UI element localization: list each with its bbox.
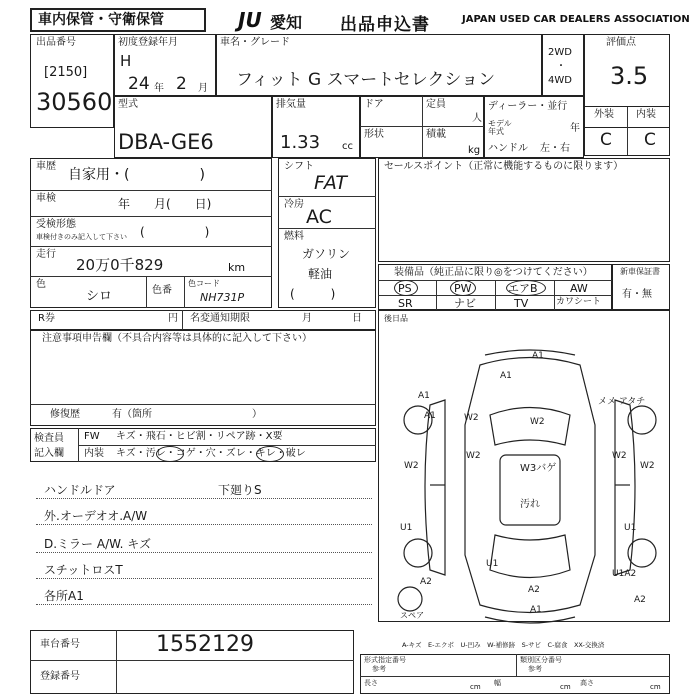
equipment-label: 装備品（純正品に限り◎をつけてください） [394,267,593,278]
color-code: NH731P [200,291,245,304]
damage-mark: A2 [528,585,540,595]
warranty-value: 有・無 [622,289,652,300]
interior-tag: 内装 [84,448,104,459]
warranty-label: 新車保証書 [620,267,660,276]
lot-number: 30560 [36,88,113,116]
interior-label: 内装 [636,109,656,120]
registration-label: 初度登録年月 [118,37,178,48]
cert-label: 形式指定番号 [364,656,406,664]
equip-sr: SR [398,297,413,310]
sales-point-box [378,158,670,262]
damage-mark: W2 [530,417,545,427]
comment-line-5: 各所A1 [44,589,84,603]
inspector-label-1: 検査員 [34,433,64,444]
inside-note: 汚れ [520,499,540,510]
chassis-label: 車台番号 [40,639,80,650]
width-label: 幅 [494,679,501,687]
fuel-gasoline: ガソリン [302,247,351,261]
equip-pw: PW [454,282,472,295]
circle-mark [450,280,476,296]
form-title: 出品申込書 [340,15,430,35]
damage-mark: A1 [532,351,544,361]
ukenkei-note: 車検付きのみ記入して下さい [36,233,127,241]
circle-mark [394,280,418,296]
class-ref: 参考 [528,665,542,673]
damage-mark: U1 [624,523,637,533]
displacement-label: 排気量 [276,99,306,110]
cert-ref: 参考 [372,665,386,673]
damage-mark: W2 [466,451,481,461]
notes-label: 注意事項申告欄（不具合内容等は具体的に記入して下さい） [42,333,312,344]
damage-mark: A2 [420,577,432,587]
shaken-label: 車検 [36,193,56,204]
inspector-label-2: 記入欄 [34,448,64,459]
damage-mark: W2 [612,451,627,461]
recycle-unit: 円 [168,313,178,324]
sales-point-label: セールスポイント（正常に機能するものに限ります） [384,161,624,172]
association-english: JAPAN USED CAR DEALERS ASSOCIATION [462,14,690,25]
damage-mark: A2 [634,595,646,605]
dealer-label: ディーラー・並行 [488,101,568,112]
exterior-grade: C [600,130,612,150]
shape-label: 形状 [364,129,384,140]
ukenkei-label: 受検形態 [36,219,76,230]
mileage-unit: km [228,261,246,274]
mileage-value: 20万0千829 [76,256,164,274]
comment-line-2: 外.オーデオオ.A/W [44,509,148,523]
model-year-unit: 年 [570,123,580,134]
reg-number-label: 登録番号 [40,671,80,682]
color-value: シロ [86,289,113,304]
registration-year-unit: 年 [154,83,164,94]
displacement-value: 1.33 [280,132,321,153]
capacity-unit: 人 [472,113,482,124]
ukenkei-value: ( ) [140,225,210,239]
damage-mark: U1A2 [612,569,637,579]
drive-2wd: 2WD [548,47,572,58]
door-label: ドア [364,99,384,110]
equip-ps: PS [398,282,412,295]
comment-line-4: スチットロスT [44,563,123,577]
exterior-label: 外装 [594,109,614,120]
grade-sub-cell [584,106,670,156]
drive-dot: ・ [556,61,566,72]
model-value: DBA-GE6 [118,130,214,154]
lot-small-number: [2150] [44,65,88,80]
repair-value: 有（箇所 ） [112,409,262,420]
capacity-label: 定員 [426,99,446,110]
interior-grade: C [644,130,656,150]
fuel-label: 燃料 [284,231,304,242]
circle-mark [506,280,546,296]
damage-mark: U1 [400,523,413,533]
load-label: 積載 [426,129,446,140]
history-label: 車歴 [36,161,56,172]
damage-legend: A-キズ E-エクボ U-凹み W-補修跡 S-サビ C-腐食 XX-交換済 [402,641,605,649]
registration-year: 24 [128,74,150,94]
width-unit: cm [560,683,571,691]
handle-value: 左・右 [540,143,570,154]
handle-label: ハンドル [488,143,528,154]
mileage-label: 走行 [36,249,56,260]
damage-mark: W2 [404,461,419,471]
length-label: 長さ [364,679,378,687]
equip-airbag: エアB [508,282,538,295]
circle-mark [256,446,284,462]
spare-label: スペア [400,611,424,620]
fuel-other: ( ) [290,287,336,301]
shift-value: FAT [314,172,348,194]
color-label: 色 [36,279,46,290]
history-value: 自家用・( ) [68,167,205,183]
model-label: 型式 [118,99,138,110]
length-unit: cm [470,683,481,691]
class-label: 類別区分番号 [520,656,562,664]
damage-mark: A1 [418,391,430,401]
under-note: 下廻りS [218,483,262,497]
displacement-unit: cc [342,141,353,152]
grade-label: 評価点 [606,37,636,48]
comment-line-1: ハンドルドア [44,483,116,497]
rear-items-label: 後日品 [384,314,408,323]
damage-mark: A1 [530,605,542,615]
cooler-label: 冷房 [284,199,304,210]
cert-box [360,654,670,694]
storage-label: 車内保管・守衛保管 [38,12,164,28]
equip-leather: カワシート [556,297,602,307]
interior-text: キズ・汚レ・コゲ・穴・ズレ・キレ・破レ [116,448,306,459]
equip-aw: AW [570,282,588,295]
equip-tv: TV [514,297,529,310]
equip-navi: ナビ [454,297,476,310]
car-name: フィット G スマートセレクション [236,70,496,90]
color-code-label: 色コード [188,279,220,288]
damage-mark: W2 [464,413,479,423]
ju-logo: JU [238,8,262,32]
car-name-label: 車名・グレード [220,37,290,48]
lot-label: 出品番号 [36,37,76,48]
color-no-label: 色番 [152,285,172,296]
load-unit: kg [468,145,481,156]
shift-label: シフト [284,161,314,172]
circle-mark [156,446,184,462]
shaken-value: 年 月( 日) [118,197,212,211]
height-label: 高さ [580,679,594,687]
fuel-diesel: 軽油 [308,267,333,281]
damage-mark: U1 [486,559,499,569]
registration-month-unit: 月 [198,83,208,94]
deadline-month: 月 [302,313,312,324]
model-year-label: モデル年式 [488,119,512,136]
chassis-number: 1552129 [156,632,254,657]
repair-label: 修復歴 [50,409,80,420]
damage-mark: A1 [500,371,512,381]
registration-month: 2 [176,74,187,94]
deadline-label: 名変通知期限 [190,313,250,324]
damage-mark: W2 [640,461,655,471]
cooler-value: AC [306,206,332,228]
mirror-note: メメ アタチ [598,397,646,407]
recycle-label: R券 [38,313,55,324]
fw-text: キズ・飛石・ヒビ割・リペア跡・X要 [116,431,283,442]
grade-value: 3.5 [610,62,649,90]
damage-mark: A1 [424,411,436,421]
drive-4wd: 4WD [548,75,572,86]
damage-mark: W3バゲ [520,463,557,474]
org-name: 愛知 [270,13,303,32]
deadline-day: 日 [352,313,362,324]
fw-tag: FW [84,431,100,442]
height-unit: cm [650,683,661,691]
comment-line-3: D.ミラー A/W. キズ [44,537,151,551]
registration-era: H [120,52,132,70]
